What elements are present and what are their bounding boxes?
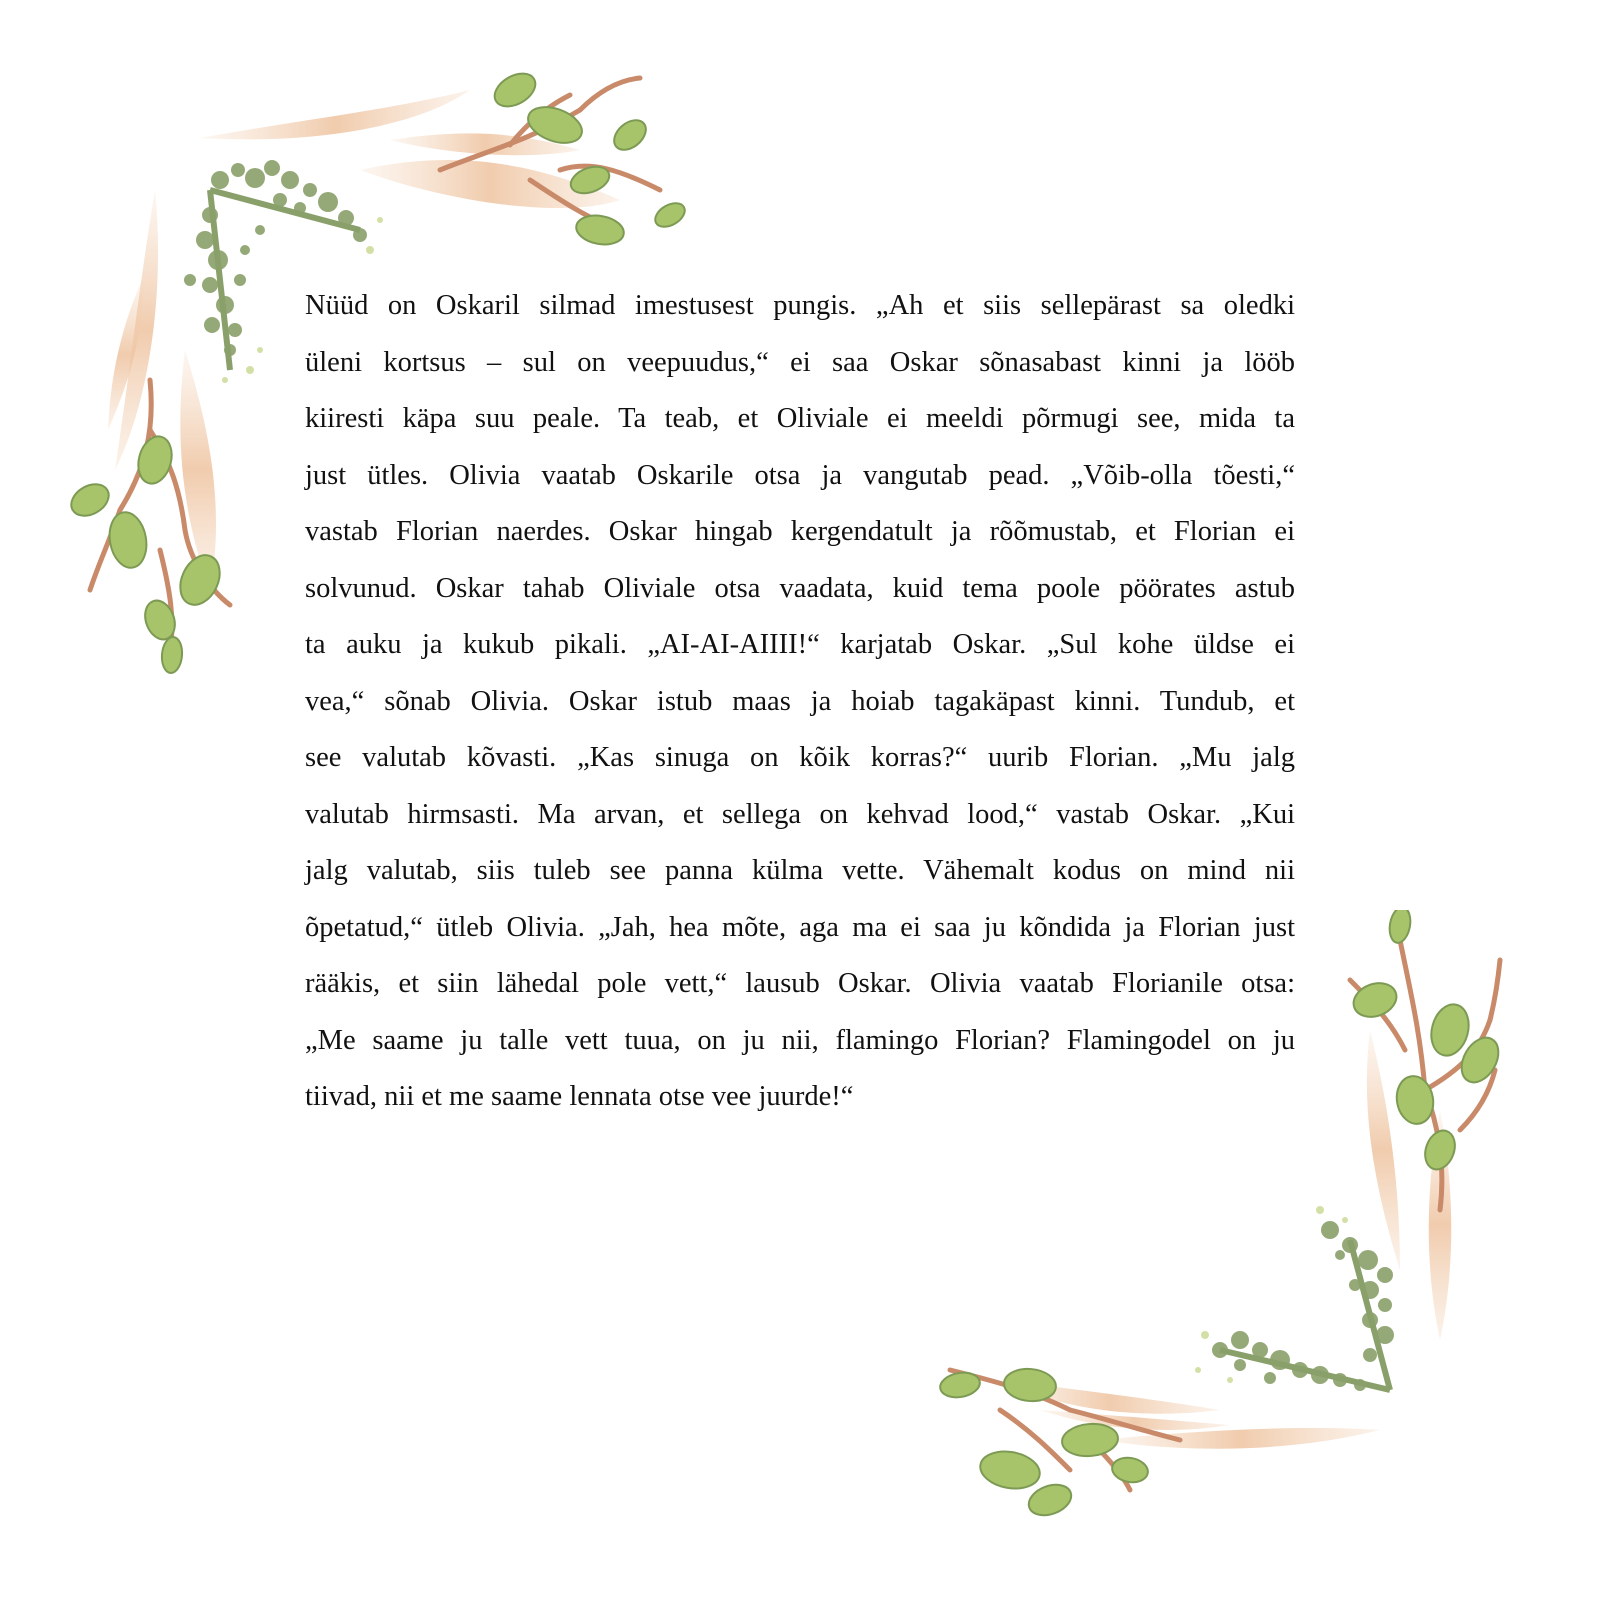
story-line: just ütles. Olivia vaatab Oskarile otsa ja vangutab pead. „Võib-olla tõesti,“ (305, 459, 1295, 491)
story-line: see valutab kõvasti. „Kas sinuga on kõik korras?“ uurib Florian. „Mu jalg (305, 742, 1295, 773)
story-line: Nüüd on Oskaril silmad imestusest pungis. „Ah et siis sellepärast sa oledki (305, 290, 1295, 321)
feather-shape (200, 90, 470, 139)
story-line: kiiresti käpa suu peale. Ta teab, et Oliviale ei meeldi põrmugi see, mida ta (305, 403, 1295, 434)
story-line: vastab Florian naerdes. Oskar hingab kergendatult ja rõõmustab, et Florian ei (305, 516, 1295, 547)
story-line: õpetatud,“ ütleb Olivia. „Jah, hea mõte, aga ma ei saa ju kõndida ja Florian just (305, 911, 1295, 943)
story-text (305, 278, 1295, 1126)
story-line: ta auku ja kukub pikali. „AI-AI-AIIII!“ karjatab Oskar. „Sul kohe üldse ei (305, 629, 1295, 660)
feather-shape (180, 350, 216, 590)
story-line: „Me saame ju talle vett tuua, on ju nii, flamingo Florian? Flamingodel on ju (305, 1024, 1295, 1056)
story-line: jalg valutab, siis tuleb see panna külma vette. Vähemalt kodus on mind nii (305, 855, 1295, 886)
story-line: üleni kortsus – sul on veepuudus,“ ei saa Oskar sõnasabast kinni ja lööb (305, 346, 1295, 378)
story-line: rääkis, et siin lähedal pole vett,“ lausub Oskar. Olivia vaatab Florianile otsa: (305, 968, 1295, 999)
story-line: vea,“ sõnab Olivia. Oskar istub maas ja hoiab tagakäpast kinni. Tundub, et (305, 685, 1295, 717)
story-line: solvunud. Oskar tahab Oliviale otsa vaadata, kuid tema poole pöörates astub (305, 572, 1295, 604)
story-line: valutab hirmsasti. Ma arvan, et sellega on kehvad lood,“ vastab Oskar. „Kui (305, 798, 1295, 830)
story-line: tiivad, nii et me saame lennata otse vee juurde!“ (305, 1081, 854, 1112)
feather-shape (1367, 1030, 1400, 1270)
